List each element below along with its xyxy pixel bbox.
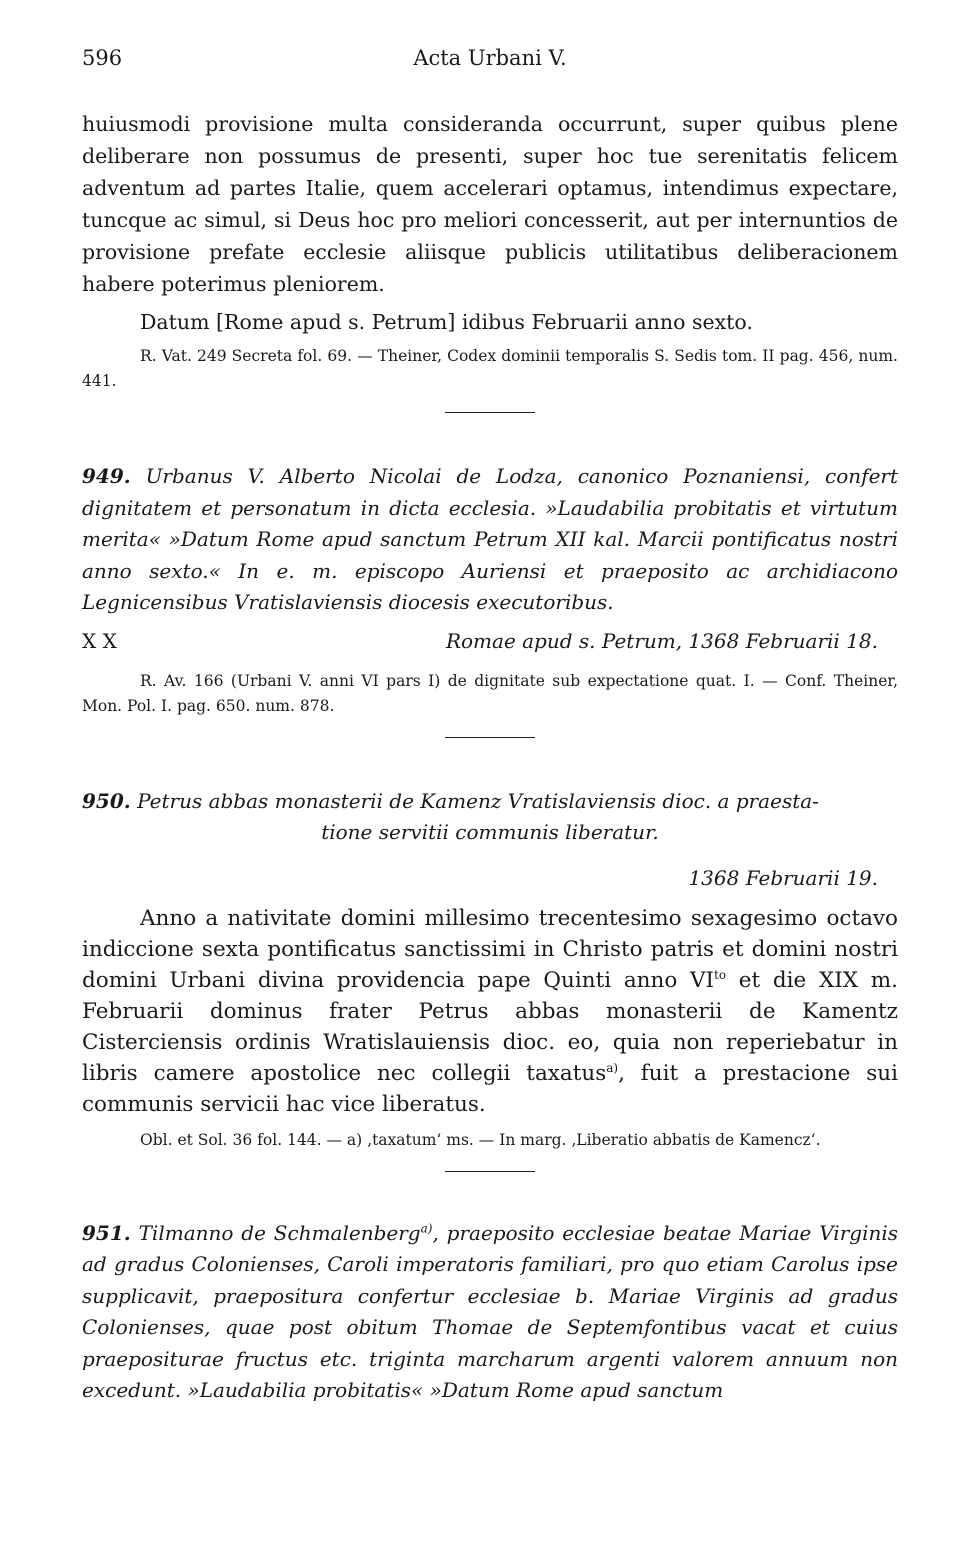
text-segment: Anno a nativitate domini millesimo trecentesimo sexagesimo octavo indiccione sexta pontificatus sanctissimi in Christo patris et domini nostri domini Urbani divina providencia pape Quinti anno VI (82, 905, 898, 993)
source-note: Obl. et Sol. 36 fol. 144. — a) ‚taxatum‘ ms. — In marg. ‚Liberatio abbatis de Kamencz‘. (140, 1130, 821, 1149)
regest-951 (82, 1218, 898, 1407)
text-segment: Tilmanno de Schmalenberg (138, 1220, 421, 1245)
date-line-949 (82, 629, 898, 663)
page-number: 596 (82, 46, 123, 70)
regest-title-line: Petrus abbas monasterii de Kamenz Vratislaviensis dioc. a praesta- (137, 788, 819, 813)
footnote-marker: a) (420, 1220, 433, 1235)
source-note: R. Av. 166 (Urbani V. anni VI pars I) de dignitate sub expectatione quat. I. — Conf. Theiner, Mon. Pol. I. pag. 650. num. 878. (82, 671, 898, 715)
document-number: 951. (82, 1220, 131, 1245)
source-note: R. Vat. 249 Secreta fol. 69. — Theiner, Codex dominii temporalis S. Sedis tom. II pag. 456, num. 441. (82, 347, 898, 390)
document-text-950 (82, 903, 898, 1120)
document-number: 949. (82, 464, 131, 488)
running-title: Acta Urbani V. (413, 46, 567, 70)
regest-949 (82, 461, 898, 619)
text-segment: et die XIX m. Februarii dominus frater Petrus abbas monasterii de Kamentz Cisterciensis ordinis Wratislauiensis dioc. eo, quia non reperiebatur in libris camere apostolice nec collegii taxatus (82, 967, 898, 1086)
continuation-paragraph: huiusmodi provisione multa consideranda occurrunt, super quibus plene deliberare non possumus de presenti, super hoc tue serenitatis felicem adventum ad partes Italie, quem accelerari optamus, intendimus expectare, tuncque ac simul, si Deus hoc pro meliori concesserit, aut per internuntios de provisione prefate ecclesie aliisque publicis utilitatibus deliberacionem habere poterimus pleniorem. (82, 112, 898, 296)
datum-line: Datum [Rome apud s. Petrum] idibus Februarii anno sexto. (140, 310, 753, 334)
superscript: to (714, 967, 727, 982)
document-page (82, 40, 898, 1407)
document-date: 1368 Februarii 19. (688, 865, 878, 890)
taxation-marks: X X (82, 628, 117, 653)
regest-text: Urbanus V. Alberto Nicolai de Lodza, canonico Poznaniensi, confert dignitatem et personatum in dicta ecclesia. »Laudabilia probitatis et virtutum merita« »Datum Rome apud sanctum Petrum XII kal. Marcii pontificatus nostri anno sexto.« In e. m. episcopo Auriensi et praeposito ac archidiacono Legnicensibus Vratislaviensis diocesis executoribus. (82, 464, 899, 614)
text-segment: , praeposito ecclesiae beatae Mariae Virginis ad gradus Colonienses, Caroli imperatoris familiari, pro quo etiam Carolus ipse supplicavit, praepositura confertur ecclesiae b. Mariae Virginis ad gradus Colonienses, quae post obitum Thomae de Septemfontibus vacat et cuius praepositurae fructus etc. triginta marcharum argenti valorem annuum non excedunt. »Laudabilia probitatis« »Datum Rome apud sanctum (82, 1220, 899, 1402)
regest-950-title-cont: tione servitii communis liberatur. (321, 820, 659, 844)
document-date: Romae apud s. Petrum, 1368 Februarii 18. (445, 628, 878, 653)
page-header (82, 40, 898, 80)
regest-950-title (82, 786, 898, 818)
document-number: 950. (82, 788, 131, 813)
footnote-marker: a) (606, 1060, 619, 1075)
text-segment: , fuit a prestacione sui communis servicii hac vice liberatus. (82, 1060, 898, 1117)
